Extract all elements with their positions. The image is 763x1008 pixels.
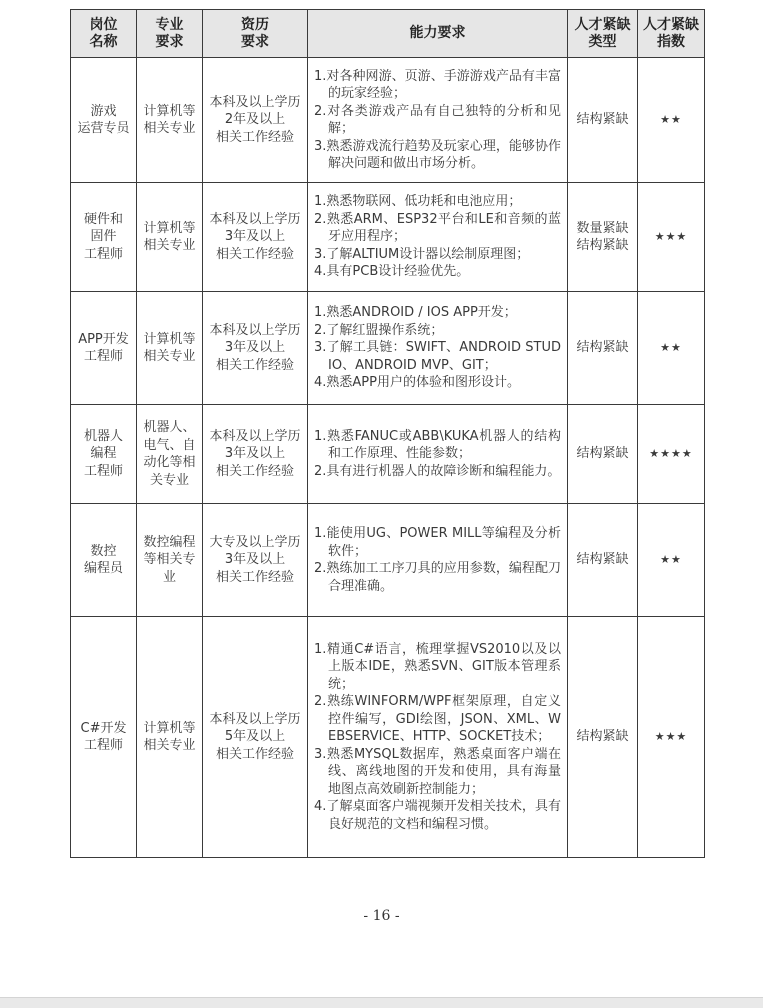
cell-position: 数控 编程员 (71, 504, 137, 617)
requirement-item: 2.熟悉ARM、ESP32平台和LE和音频的蓝牙应用程序； (314, 211, 561, 245)
requirement-item: 1.精通C#语言，梳理掌握VS2010以及以上版本IDE，熟悉SVN、GIT版本管理系统； (314, 641, 561, 692)
cell-major: 计算机等 相关专业 (137, 292, 203, 405)
page-number: - 16 - (363, 908, 400, 924)
cell-requirements (308, 405, 568, 504)
table-header-row (71, 10, 705, 58)
cell-major: 计算机等 相关专业 (137, 58, 203, 183)
cell-position: 机器人 编程 工程师 (71, 405, 137, 504)
cell-position: APP开发 工程师 (71, 292, 137, 405)
star-rating: ★★ (660, 341, 682, 355)
cell-shortage-index (638, 405, 705, 504)
cell-position: 硬件和 固件 工程师 (71, 183, 137, 292)
cell-major: 计算机等 相关专业 (137, 183, 203, 292)
star-rating: ★★★ (654, 230, 688, 244)
requirement-item: 3.熟悉MYSQL数据库，熟悉桌面客户端在线、离线地图的开发和使用，具有海量地图点高效刷新控制能力； (314, 746, 561, 797)
header-major: 专业 要求 (137, 10, 203, 58)
cell-shortage-index (638, 617, 705, 858)
cell-shortage-type: 结构紧缺 (568, 617, 638, 858)
cell-qualification: 本科及以上学历 3年及以上 相关工作经验 (203, 183, 308, 292)
cell-shortage-type: 结构紧缺 (568, 405, 638, 504)
requirement-item: 3.了解工具链：SWIFT、ANDROID STUDIO、ANDROID MVP、GIT； (314, 340, 561, 373)
cell-position: C#开发 工程师 (71, 617, 137, 858)
header-requirements: 能力要求 (308, 10, 568, 58)
cell-qualification: 大专及以上学历 3年及以上 相关工作经验 (203, 504, 308, 617)
cell-major: 数控编程 等相关专 业 (137, 504, 203, 617)
table-row (71, 504, 705, 617)
table-row (71, 405, 705, 504)
requirement-item: 1.熟悉ANDROID / IOS APP开发； (314, 305, 517, 321)
cell-shortage-index (638, 183, 705, 292)
cell-shortage-index (638, 504, 705, 617)
header-shortage-index: 人才紧缺 指数 (638, 10, 705, 58)
cell-qualification: 本科及以上学历 3年及以上 相关工作经验 (203, 405, 308, 504)
requirement-item: 2.了解红盟操作系统； (314, 322, 444, 338)
table-row (71, 292, 705, 405)
cell-major: 机器人、 电气、自 动化等相 关专业 (137, 405, 203, 504)
requirement-item: 1.对各种网游、页游、手游游戏产品有丰富的玩家经验； (314, 68, 561, 101)
talent-shortage-table (70, 9, 705, 858)
cell-requirements (308, 504, 568, 617)
requirement-item: 4.了解桌面客户端视频开发相关技术，具有良好规范的文档和编程习惯。 (314, 799, 561, 832)
cell-shortage-index (638, 58, 705, 183)
star-rating: ★★★ (654, 730, 688, 744)
star-rating: ★★★★ (649, 447, 693, 461)
requirement-item: 1.熟悉FANUC或ABB\KUKA机器人的结构和工作原理、性能参数； (314, 428, 561, 462)
cell-qualification: 本科及以上学历 3年及以上 相关工作经验 (203, 292, 308, 405)
cell-shortage-index (638, 292, 705, 405)
header-shortage-type: 人才紧缺 类型 (568, 10, 638, 58)
star-rating: ★★ (660, 553, 682, 567)
cell-position: 游戏 运营专员 (71, 58, 137, 183)
cell-shortage-type: 结构紧缺 (568, 58, 638, 183)
cell-shortage-type: 结构紧缺 (568, 292, 638, 405)
header-position: 岗位 名称 (71, 10, 137, 58)
requirement-item: 4.熟悉APP用户的体验和图形设计。 (314, 375, 520, 391)
table-row (71, 58, 705, 183)
cell-shortage-type: 结构紧缺 (568, 504, 638, 617)
star-rating: ★★ (660, 113, 682, 127)
cell-requirements (308, 617, 568, 858)
viewer-bottom-bar (0, 997, 763, 1008)
requirement-item: 1.能使用UG、POWER MILL等编程及分析软件； (314, 526, 561, 559)
requirement-item: 2.熟练加工工序刀具的应用参数，编程配刀合理准确。 (314, 561, 561, 594)
cell-major: 计算机等 相关专业 (137, 617, 203, 858)
requirement-item: 4.具有PCB设计经验优先。 (314, 264, 470, 280)
cell-qualification: 本科及以上学历 5年及以上 相关工作经验 (203, 617, 308, 858)
cell-requirements (308, 183, 568, 292)
table-row (71, 183, 705, 292)
requirement-item: 1.熟悉物联网、低功耗和电池应用； (314, 194, 522, 210)
requirement-item: 3.熟悉游戏流行趋势及玩家心理，能够协作解决问题和做出市场分析。 (314, 138, 561, 171)
header-qualification: 资历 要求 (203, 10, 308, 58)
requirement-item: 2.熟练WINFORM/WPF框架原理，自定义控件编写，GDI绘图，JSON、XML、WEBSERVICE、HTTP、SOCKET技术； (314, 694, 561, 745)
cell-shortage-type: 数量紧缺 结构紧缺 (568, 183, 638, 292)
table-row (71, 617, 705, 858)
requirement-item: 3.了解ALTIUM设计器以绘制原理图； (314, 246, 530, 262)
cell-requirements (308, 58, 568, 183)
cell-requirements (308, 292, 568, 405)
requirement-item: 2.对各类游戏产品有自己独特的分析和见解； (314, 103, 561, 136)
cell-qualification: 本科及以上学历 2年及以上 相关工作经验 (203, 58, 308, 183)
requirement-item: 2.具有进行机器人的故障诊断和编程能力。 (314, 463, 561, 479)
